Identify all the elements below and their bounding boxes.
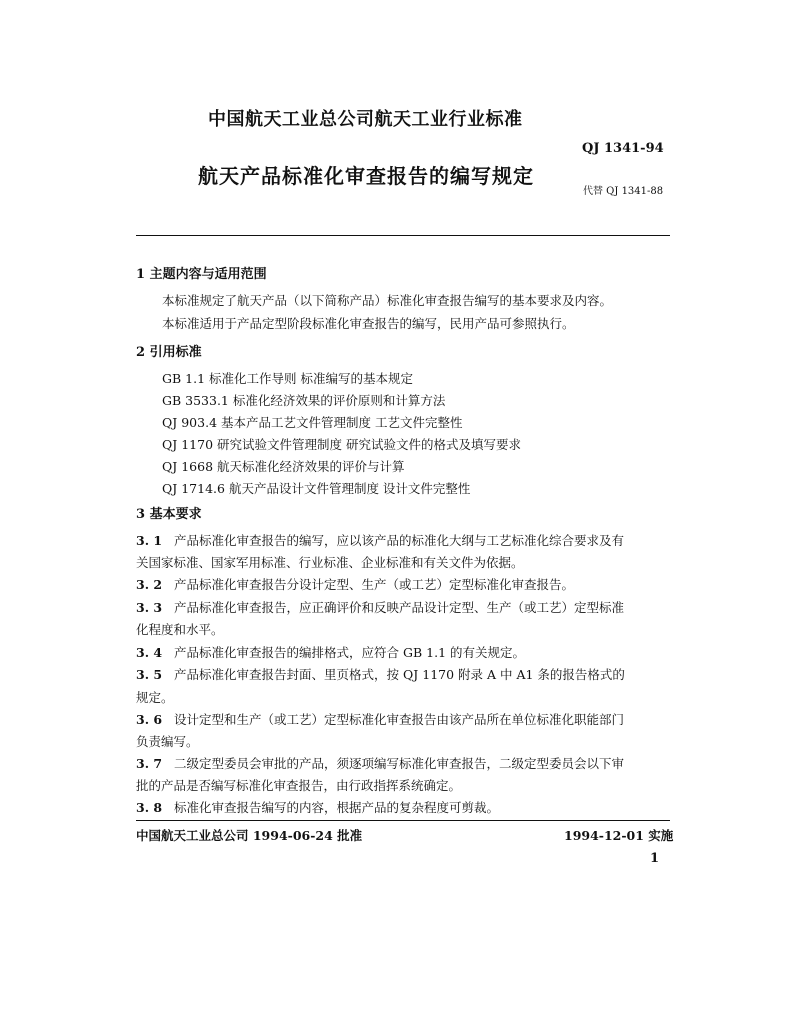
clause-text: 产品标准化审查报告封面、里页格式，按 QJ 1170 附录 A 中 A1 条的报告格式的: [174, 667, 625, 682]
clause-number: 3. 4: [136, 645, 163, 660]
clause-text: 二级定型委员会审批的产品，须逐项编写标准化审查报告，二级定型委员会以下审: [174, 756, 625, 771]
clause-3-8: [136, 798, 499, 816]
clause-number: 3. 7: [136, 756, 163, 771]
clause-text: 产品标准化审查报告分设计定型、生产（或工艺）定型标准化审查报告。: [174, 577, 575, 592]
section-1-paragraph: 本标准规定了航天产品（以下简称产品）标准化审查报告编写的基本要求及内容。: [162, 293, 613, 308]
clause-3-1-continued: 关国家标准、国家军用标准、行业标准、企业标准和有关文件为依据。: [136, 555, 524, 570]
section-3-heading: 3 基本要求: [136, 507, 202, 522]
reference-item: GB 3533.1 标准化经济效果的评价原则和计算方法: [162, 393, 446, 408]
header-rule: [136, 235, 670, 236]
clause-text: 标准化审查报告编写的内容，根据产品的复杂程度可剪裁。: [174, 800, 500, 815]
reference-item: QJ 1668 航天标准化经济效果的评价与计算: [162, 459, 405, 474]
clause-number: 3. 8: [136, 800, 163, 815]
clause-3-3: [136, 598, 624, 616]
clause-3-7-continued: 批的产品是否编写标准化审查报告，由行政指挥系统确定。: [136, 778, 462, 793]
footer-rule: [136, 820, 670, 821]
effective-date: 1994-12-01 实施: [564, 828, 674, 843]
clause-number: 3. 6: [136, 712, 163, 727]
approval-line: 中国航天工业总公司 1994-06-24 批准: [136, 828, 363, 843]
section-1-heading: 1 主题内容与适用范围: [136, 267, 267, 282]
clause-number: 3. 3: [136, 600, 163, 615]
reference-item: QJ 1714.6 航天产品设计文件管理制度 设计文件完整性: [162, 481, 471, 496]
clause-number: 3. 2: [136, 577, 163, 592]
clause-3-5: [136, 665, 625, 683]
reference-item: QJ 1170 研究试验文件管理制度 研究试验文件的格式及填写要求: [162, 437, 521, 452]
clause-text: 产品标准化审查报告的编排格式，应符合 GB 1.1 的有关规定。: [174, 645, 526, 660]
clause-3-4: [136, 643, 525, 661]
section-1-paragraph: 本标准适用于产品定型阶段标准化审查报告的编写，民用产品可参照执行。: [162, 316, 575, 331]
reference-item: QJ 903.4 基本产品工艺文件管理制度 工艺文件完整性: [162, 415, 463, 430]
clause-3-1: [136, 531, 624, 549]
clause-text: 设计定型和生产（或工艺）定型标准化审查报告由该产品所在单位标准化职能部门: [174, 712, 625, 727]
document-title: 航天产品标准化审查报告的编写规定: [198, 164, 534, 188]
clause-text: 产品标准化审查报告的编写，应以该产品的标准化大纲与工艺标准化综合要求及有: [174, 533, 625, 548]
replaces-note: 代替 QJ 1341-88: [583, 186, 664, 197]
clause-number: 3. 1: [136, 533, 163, 548]
clause-3-7: [136, 754, 624, 772]
standard-number: QJ 1341-94: [582, 141, 664, 156]
org-title: 中国航天工业总公司航天工业行业标准: [208, 109, 523, 130]
clause-text: 产品标准化审查报告，应正确评价和反映产品设计定型、生产（或工艺）定型标准: [174, 600, 625, 615]
clause-3-3-continued: 化程度和水平。: [136, 622, 224, 637]
page-number: 1: [650, 851, 660, 866]
section-2-heading: 2 引用标准: [136, 345, 202, 360]
clause-3-2: [136, 575, 574, 593]
clause-3-5-continued: 规定。: [136, 690, 174, 705]
clause-number: 3. 5: [136, 667, 163, 682]
reference-item: GB 1.1 标准化工作导则 标准编写的基本规定: [162, 371, 413, 386]
clause-3-6: [136, 710, 624, 728]
clause-3-6-continued: 负责编写。: [136, 734, 199, 749]
